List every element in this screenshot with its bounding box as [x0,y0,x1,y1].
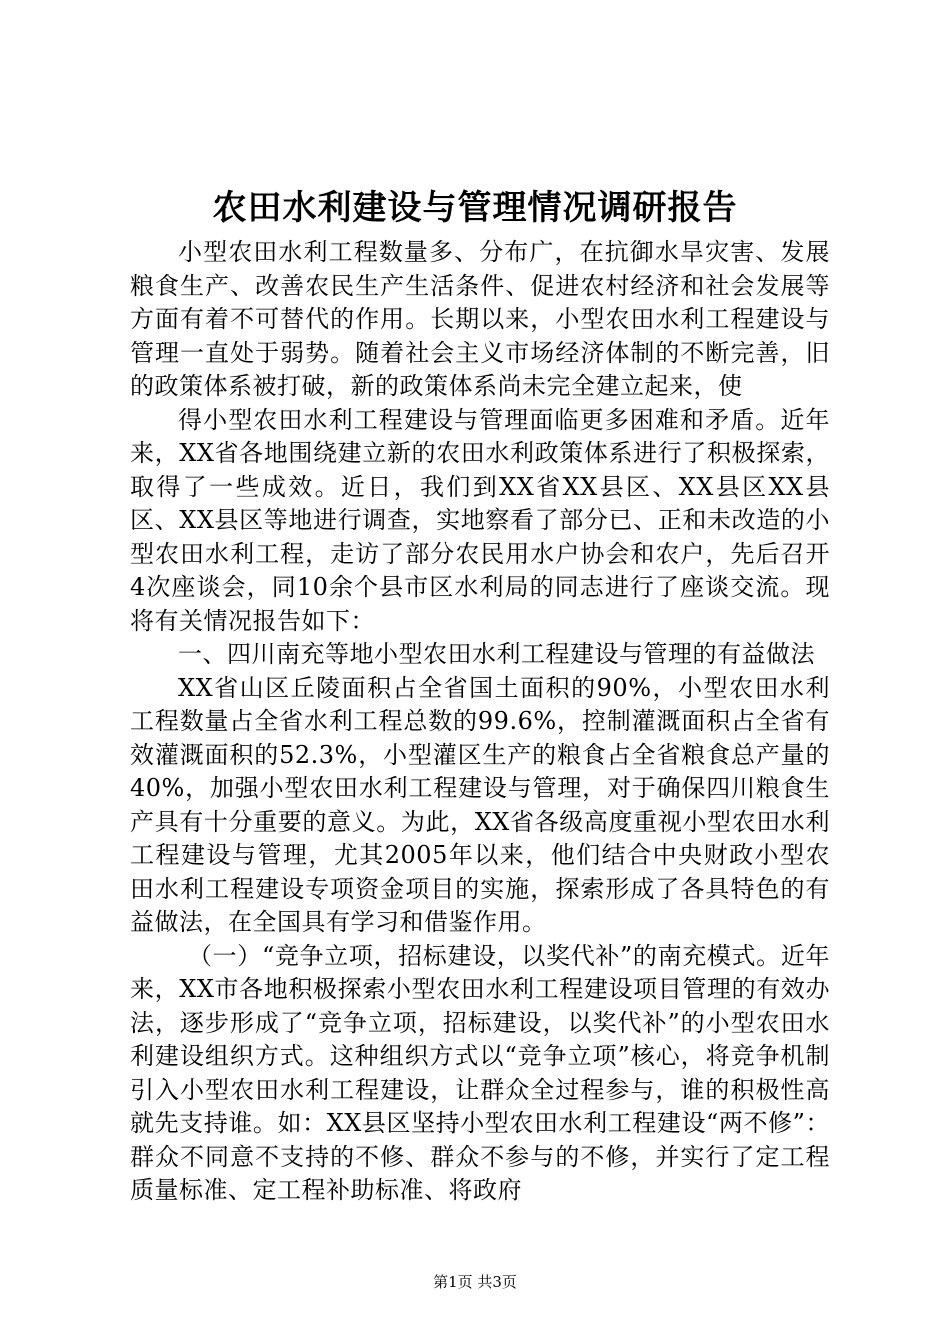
paragraph-intro: 小型农田水利工程数量多、分布广，在抗御水旱灾害、发展粮食生产、改善农民生产生活条件、促进农村经济和社会发展等方面有着不可替代的作用。长期以来，小型农田水利工程建设与管理一直处于弱势。随着社会主义市场经济体制的不断完善，旧的政策体系被打破，新的政策体系尚未完全建立起来，使 [130,238,830,400]
page-footer: 第1页 共3页 [433,1273,517,1291]
document-body [130,236,830,1208]
paragraph-nanchong-model: （一）“竞争立项，招标建设，以奖代补”的南充模式。近年来，XX市各地积极探索小型农田水利工程建设项目管理的有效办法，逐步形成了“竞争立项，招标建设，以奖代补”的小型农田水利建设组织方式。这种组织方式以“竞争立项”核心，将竞争机制引入小型农田水利工程建设，让群众全过程参与，谁的积极性高就先支持谁。如：XX县区坚持小型农田水利工程建设“两不修”：群众不同意不支持的不修、群众不参与的不修，并实行了定工程质量标准、定工程补助标准、将政府 [130,941,830,1204]
paragraph-sichuan-stats: XX省山区丘陵面积占全省国土面积的90%，小型农田水利工程数量占全省水利工程总数的99.6%，控制灌溉面积占全省有效灌溉面积的52.3%，小型灌区生产的粮食占全省粮食总产量的40%，加强小型农田水利工程建设与管理，对于确保四川粮食生产具有十分重要的意义。为此，XX省各级高度重视小型农田水利工程建设与管理，尤其2005年以来，他们结合中央财政小型农田水利工程建设专项资金项目的实施，探索形成了各具特色的有益做法，在全国具有学习和借鉴作用。 [130,673,830,936]
document-title: 农田水利建设与管理情况调研报告 [212,188,738,228]
section-heading-1: 一、四川南充等地小型农田水利工程建设与管理的有益做法 [178,640,815,668]
paragraph-background: 得小型农田水利工程建设与管理面临更多困难和矛盾。近年来，XX省各地围绕建立新的农田水利政策体系进行了积极探索，取得了一些成效。近日，我们到XX省XX县区、XX县区XX县区、XX县区等地进行调查，实地察看了部分已、正和未改造的小型农田水利工程，走访了部分农民用水户协会和农户，先后召开4次座谈会，同10余个县市区水利局的同志进行了座谈交流。现将有关情况报告如下： [130,405,830,635]
